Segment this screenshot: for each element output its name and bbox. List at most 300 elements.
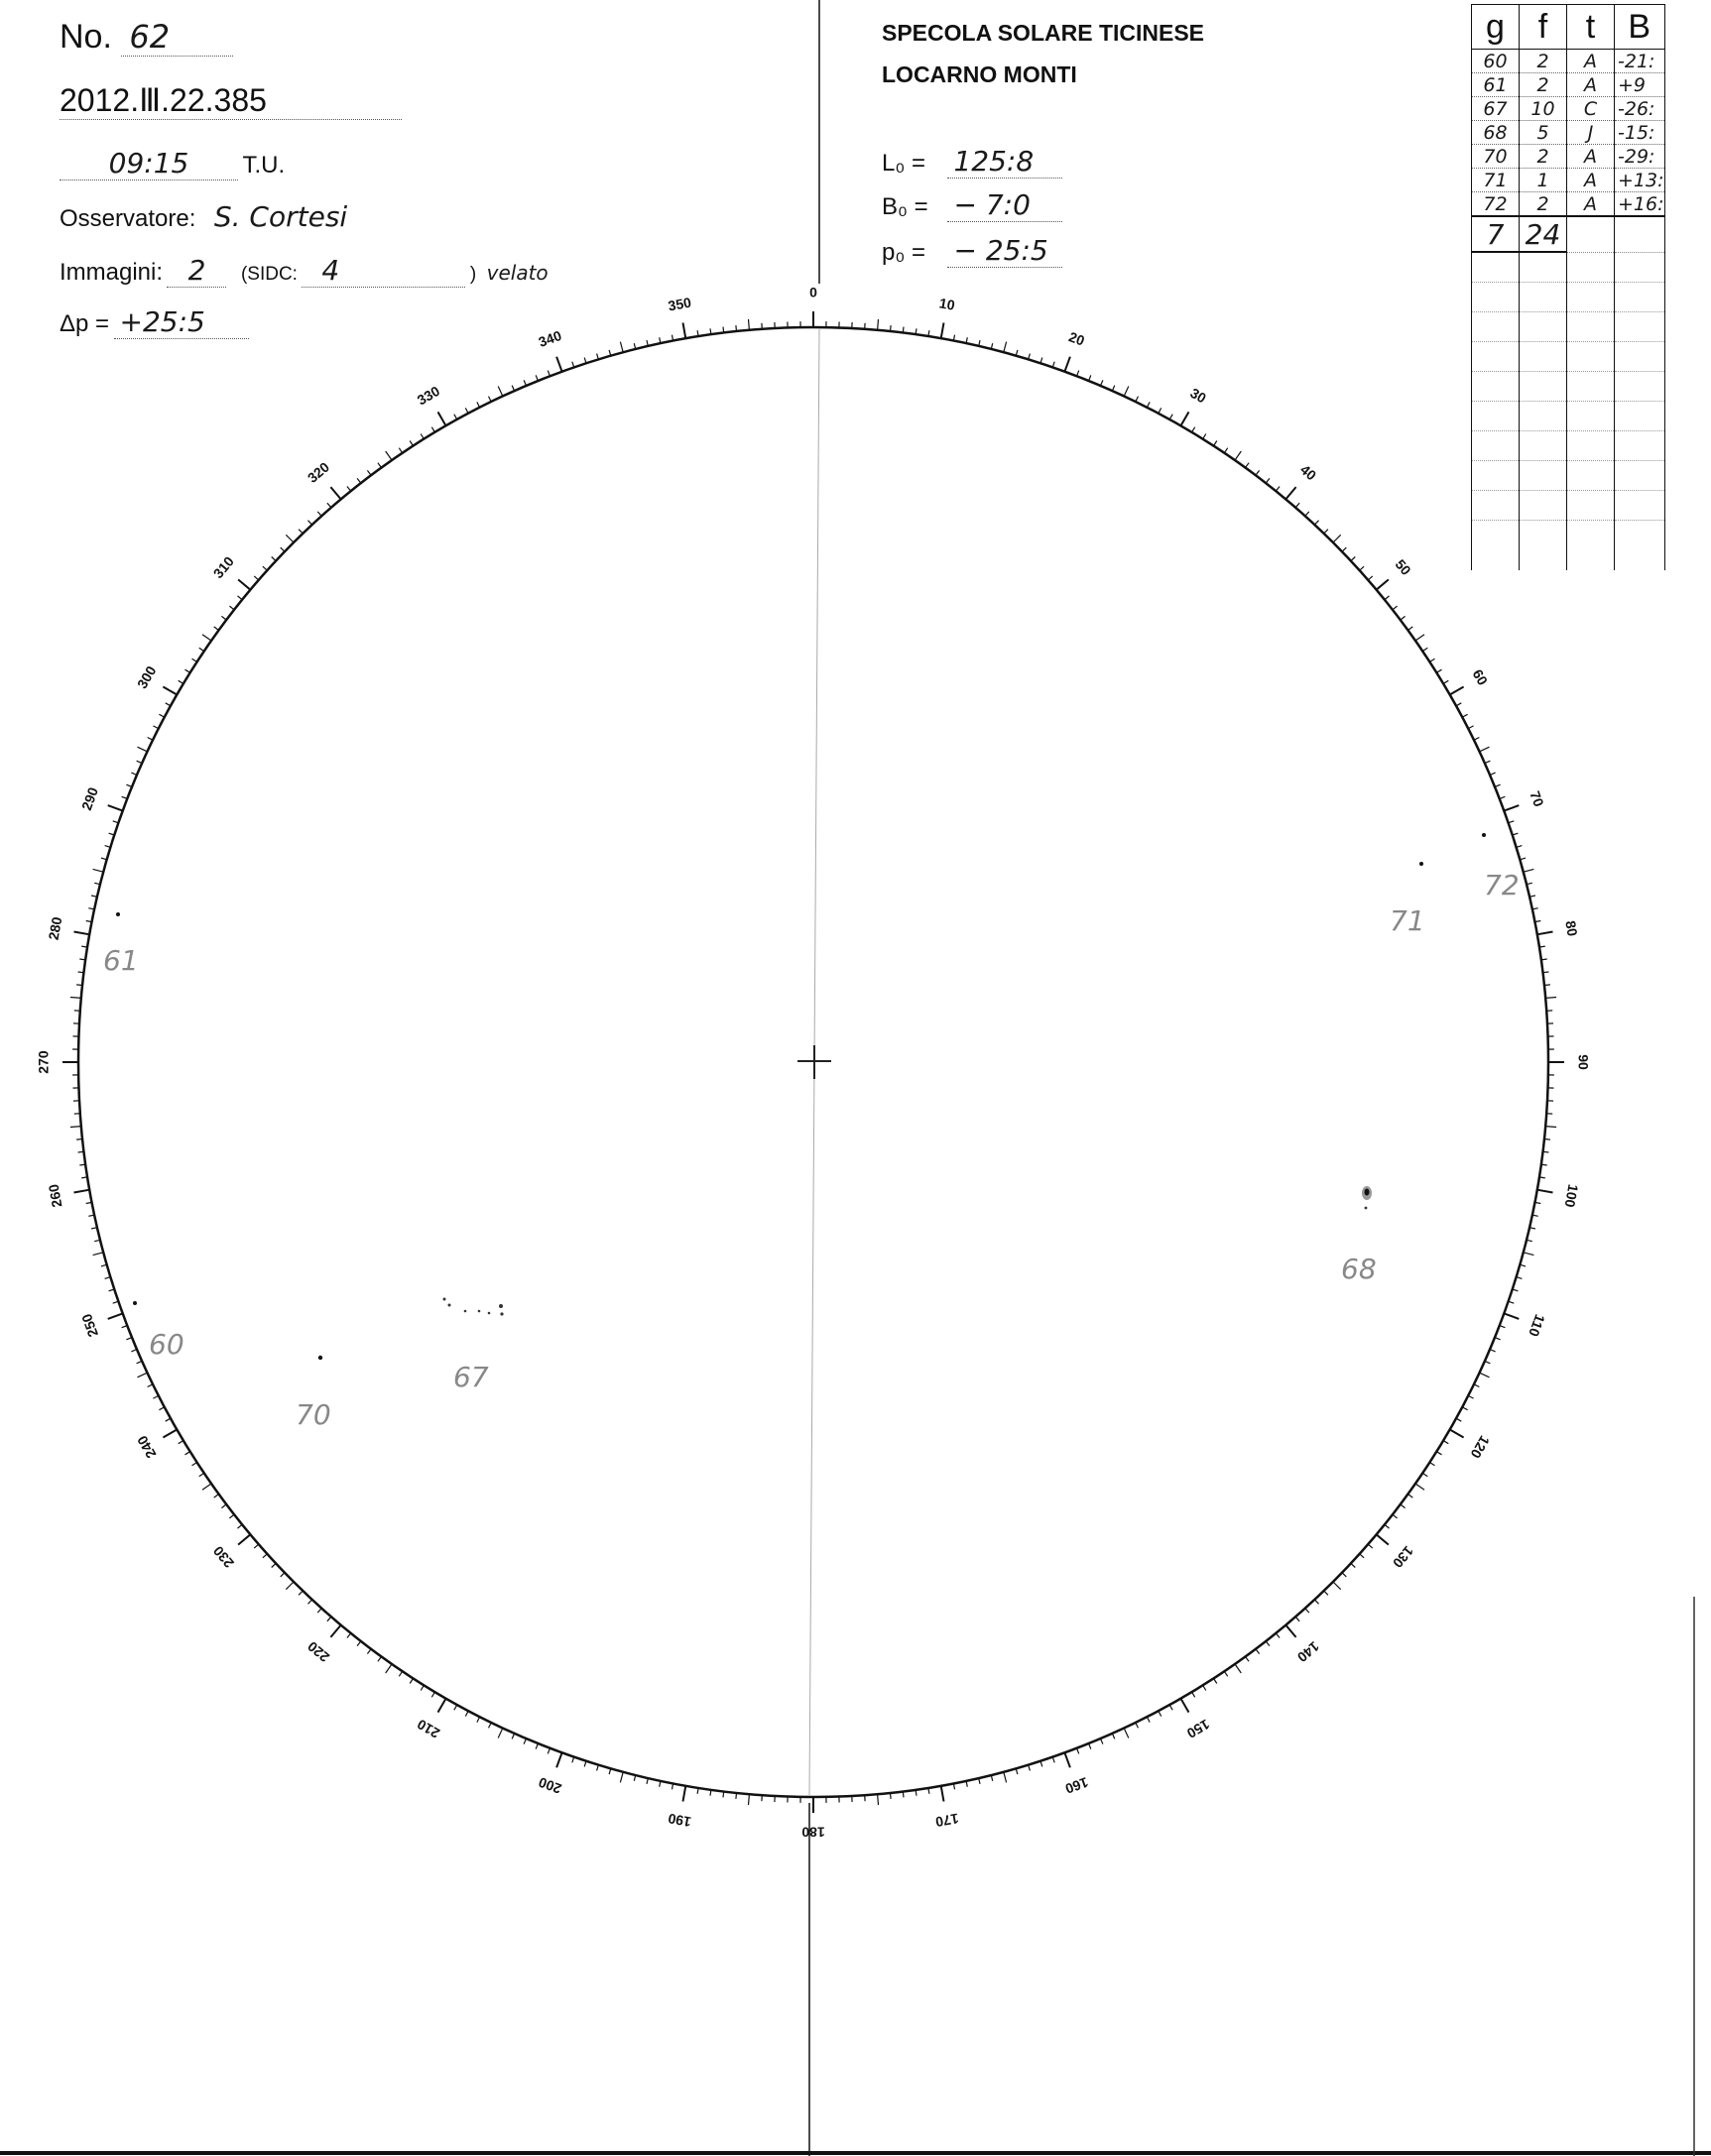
degree-tick [1333,535,1341,542]
degree-tick [1537,1190,1553,1193]
degree-label: 180 [801,1824,825,1841]
degree-tick [1468,726,1473,729]
spot-label-68: 68 [1341,1253,1377,1285]
degree-tick [736,325,737,331]
degree-tick [1285,487,1295,499]
degree-tick [1214,441,1217,446]
degree-tick [1235,1664,1241,1673]
degree-tick [185,669,190,672]
degree-tick [1285,1625,1295,1637]
L0-label: L₀ = [882,150,925,177]
degree-tick [1415,1484,1424,1490]
table-cell: 2 [1520,73,1567,97]
degree-label: 20 [1066,328,1087,349]
degree-tick [431,427,434,432]
degree-tick [410,441,413,446]
degree-tick [148,738,153,741]
degree-tick [148,1384,153,1387]
degree-tick [138,1373,148,1377]
degree-tick [1474,738,1479,741]
degree-tick [1159,1711,1161,1716]
degree-tick [357,1641,361,1646]
spot-72 [1482,833,1486,837]
degree-tick [202,635,211,641]
degree-tick [70,1127,81,1128]
table-cell: A [1567,169,1615,192]
degree-tick [1124,387,1129,397]
degree-tick [1159,408,1161,413]
degree-tick [1544,1139,1550,1140]
degree-tick [1169,415,1172,419]
degree-tick [723,1792,724,1798]
degree-tick [1276,487,1280,492]
degree-label: 150 [1184,1716,1213,1742]
degree-tick [410,1679,413,1684]
table-cell: A [1567,50,1615,73]
degree-tick [76,1139,82,1140]
degree-tick [878,319,879,330]
time-unit: T.U. [242,152,286,179]
observer-label: Osservatore: [60,205,196,232]
table-cell: +16: [1615,192,1665,217]
degree-tick [199,648,204,651]
degree-tick [1450,687,1464,695]
date-value: 2012.Ⅲ.22.385 [60,81,402,120]
degree-tick [1545,998,1556,999]
degree-tick [1214,1679,1217,1684]
table-cell: 70 [1472,145,1520,169]
degree-tick [903,1792,904,1798]
degree-tick [1064,1752,1070,1767]
table-cell: 10 [1520,97,1567,121]
degree-label: 260 [45,1182,65,1209]
degree-tick [281,1573,285,1577]
degree-tick [1543,972,1549,973]
degree-tick [272,557,276,561]
degree-tick [1422,648,1427,651]
degree-label: 280 [45,915,65,942]
table-cell: A [1567,145,1615,169]
spot-label-70: 70 [296,1398,331,1431]
degree-tick [254,576,259,580]
degree-label: 30 [1187,384,1209,407]
degree-tick [308,521,312,525]
degree-tick [1136,1723,1139,1728]
degree-tick [1450,1430,1464,1438]
degree-tick [327,503,331,508]
degree-tick [221,1504,226,1508]
sidc-close: ) [469,264,477,285]
B0-label: B₀ = [882,193,928,220]
degree-tick [1524,1253,1534,1256]
spot-group-68 [1362,1186,1372,1209]
degree-tick [1246,463,1250,468]
number-label: No. [60,18,112,56]
degree-tick [93,869,104,872]
degree-label: 340 [536,326,564,350]
degree-tick [327,1617,331,1621]
degree-tick [620,1772,623,1783]
degree-label: 200 [536,1774,564,1798]
degree-tick [281,547,285,551]
degree-label: 270 [35,1050,52,1074]
degree-tick [1430,659,1435,661]
sidc-label: (SIDC: [240,264,298,285]
degree-tick [378,1657,382,1662]
observatory-location: LOCARNO MONTI [882,61,1077,87]
degree-tick [1169,1705,1172,1710]
table-cell: C [1567,97,1615,121]
degree-tick [438,412,446,425]
delta-p-label: Δp = [60,310,110,337]
degree-tick [1524,869,1534,872]
degree-label: 0 [809,284,817,300]
degree-tick [357,478,361,483]
degree-tick [1401,1504,1405,1508]
degree-tick [1360,566,1364,570]
degree-label: 220 [304,1638,333,1666]
degree-tick [1333,1582,1341,1590]
spot-61 [116,912,120,916]
degree-tick [1004,1772,1007,1783]
table-cell: A [1567,73,1615,97]
degree-tick [78,972,84,973]
table-cell: 68 [1472,121,1520,145]
degree-tick [1401,616,1405,620]
degree-label: 230 [209,1542,237,1572]
degree-tick [1064,357,1070,372]
degree-tick [330,487,340,499]
sidc-value: 4 [302,254,465,288]
degree-tick [399,448,402,453]
degree-tick [299,1591,303,1595]
images-value: 2 [167,254,226,288]
degree-tick [166,703,171,706]
degree-tick [431,1692,434,1697]
table-cell: 2 [1520,145,1567,169]
degree-tick [74,932,90,935]
degree-tick [454,415,457,419]
degree-tick [454,1705,457,1710]
degree-tick [367,1649,371,1654]
degree-tick [163,687,177,695]
spot-label-72: 72 [1484,869,1520,901]
table-cell: 67 [1472,97,1520,121]
time-value: 09:15 [60,147,238,180]
table-header-2: t [1567,5,1615,50]
degree-tick [1462,714,1467,717]
degree-tick [1436,1452,1441,1455]
number-value: 62 [121,18,233,57]
degree-tick [229,606,234,610]
degree-tick [159,1407,164,1410]
B0-value: − 7:0 [947,188,1062,222]
table-cell: -26: [1615,97,1665,121]
degree-tick [192,659,197,661]
degree-label: 140 [1293,1638,1323,1666]
degree-label: 40 [1296,461,1320,484]
degree-tick [1443,680,1448,683]
degree-tick [1181,1699,1189,1713]
degree-tick [1480,747,1490,752]
degree-label: 330 [414,382,442,409]
degree-tick [1456,703,1461,706]
observer-value: S. Cortesi [213,200,348,233]
degree-tick [153,726,158,729]
degree-tick [1147,1717,1150,1722]
degree-tick [1504,805,1519,811]
table-cell: +9 [1615,73,1665,97]
degree-tick [386,1664,392,1673]
degree-tick [498,1729,503,1738]
degree-tick [438,1699,446,1713]
degree-tick [214,627,219,631]
degree-label: 110 [1526,1312,1548,1339]
L0-value: 125:8 [947,145,1062,179]
degree-tick [229,1514,234,1518]
table-cell: -21: [1615,50,1665,73]
degree-tick [1385,1524,1390,1528]
degree-tick [317,1609,321,1613]
degree-tick [76,985,82,986]
degree-tick [238,596,243,600]
degree-tick [1543,1151,1549,1152]
degree-tick [153,1395,158,1398]
degree-tick [179,680,183,683]
table-cell: A [1567,192,1615,217]
degree-tick [1235,451,1241,460]
degree-tick [749,1794,750,1805]
degree-tick [347,1633,351,1638]
degree-tick [941,1786,944,1802]
degree-tick [477,1717,480,1722]
degree-tick [1224,1671,1227,1676]
degree-tick [941,323,944,339]
degree-tick [1368,1544,1373,1548]
degree-tick [1377,579,1389,589]
degree-tick [421,434,424,439]
degree-tick [1276,1633,1280,1638]
degree-label: 60 [1469,666,1492,688]
degree-tick [254,1544,259,1548]
table-cell: -15: [1615,121,1665,145]
table-cell: 2 [1520,50,1567,73]
degree-tick [465,408,468,413]
degree-label: 50 [1392,555,1414,579]
images-label: Immagini: [60,259,164,286]
degree-tick [891,1793,892,1799]
degree-label: 290 [77,784,101,813]
degree-tick [1246,1657,1250,1662]
degree-label: 310 [209,552,237,582]
table-cell: 1 [1520,169,1567,192]
degree-tick [1295,1617,1299,1621]
degree-tick [477,402,480,407]
degree-tick [108,805,123,811]
spot-label-61: 61 [103,944,139,977]
table-total-cell: 7 [1472,216,1520,252]
degree-tick [556,357,562,372]
table-cell: 5 [1520,121,1567,145]
degree-label: 80 [1562,919,1581,938]
spot-label-71: 71 [1390,904,1425,937]
degree-tick [238,579,250,589]
p0-value: − 25:5 [947,234,1062,268]
degree-tick [399,1671,402,1676]
degree-tick [299,530,303,534]
degree-tick [1314,1600,1318,1604]
degree-tick [159,714,164,717]
degree-tick [308,1600,312,1604]
degree-tick [749,319,750,330]
degree-label: 130 [1390,1542,1417,1572]
degree-tick [1377,1534,1389,1544]
degree-label: 320 [304,458,333,486]
degree-tick [1393,1514,1398,1518]
degree-label: 90 [1575,1054,1592,1070]
degree-tick [1368,576,1373,580]
degree-tick [1360,1554,1364,1558]
degree-tick [1342,547,1346,551]
degree-label: 250 [77,1311,101,1340]
table-cell: 2 [1520,192,1567,217]
degree-tick [1537,932,1553,935]
degree-tick [1474,1384,1479,1387]
degree-tick [163,1430,177,1438]
degree-tick [1456,1418,1461,1421]
degree-tick [1415,635,1424,641]
degree-tick [70,998,81,999]
degree-tick [1124,1729,1129,1738]
degree-tick [214,1495,219,1498]
degree-tick [1147,402,1150,407]
degree-tick [238,1524,243,1528]
degree-tick [1192,1692,1195,1697]
degree-tick [1295,503,1299,508]
degree-tick [138,747,148,752]
degree-tick [1436,669,1441,672]
degree-tick [378,463,382,468]
spot-70 [318,1356,322,1360]
degree-tick [620,342,623,353]
degree-tick [498,387,503,397]
degree-tick [202,1484,211,1490]
degree-tick [421,1685,424,1690]
degree-tick [903,327,904,333]
degree-tick [263,1554,267,1558]
degree-tick [1422,1473,1427,1476]
observatory-name: SPECOLA SOLARE TICINESE [882,20,1205,46]
degree-tick [166,1418,171,1421]
table-total-cell: 24 [1520,216,1567,252]
table-cell: 61 [1472,73,1520,97]
degree-label: 100 [1561,1182,1582,1209]
degree-tick [1181,412,1189,425]
degree-label: 300 [133,662,160,691]
degree-tick [1393,606,1398,610]
degree-tick [683,323,686,339]
degree-label: 10 [937,295,956,313]
degree-tick [1224,448,1227,453]
degree-tick [1385,596,1390,600]
degree-tick [192,1463,197,1466]
degree-tick [286,1582,294,1590]
degree-tick [347,487,351,492]
table-cell: 60 [1472,50,1520,73]
spot-71 [1419,862,1423,866]
degree-tick [683,1786,686,1802]
degree-tick [1314,521,1318,525]
degree-tick [1305,1609,1309,1613]
degree-label: 160 [1062,1774,1091,1798]
degree-tick [556,1752,562,1767]
table-cell: 72 [1472,192,1520,217]
degree-tick [1266,478,1270,483]
degree-tick [221,616,226,620]
p0-label: p₀ = [882,239,925,266]
degree-label: 70 [1527,788,1547,809]
spot-group-67 [443,1298,504,1316]
degree-tick [108,1313,123,1319]
degree-tick [1504,1313,1519,1319]
degree-tick [317,512,321,516]
degree-tick [1203,1685,1206,1690]
degree-tick [1468,1395,1473,1398]
degree-tick [199,1473,204,1476]
table-header-3: B [1615,5,1665,50]
degree-tick [93,1253,104,1256]
degree-tick [1256,1649,1260,1654]
degree-tick [1256,470,1260,475]
table-cell: -29: [1615,145,1665,169]
degree-tick [1408,627,1413,631]
degree-tick [1351,1563,1355,1567]
degree-tick [1203,434,1206,439]
degree-tick [723,327,724,333]
degree-tick [489,1723,492,1728]
degree-tick [1324,1591,1328,1595]
degree-tick [330,1625,340,1637]
degree-tick [465,1711,468,1716]
degree-tick [1136,397,1139,402]
table-header-0: g [1472,5,1520,50]
degree-tick [78,1151,84,1152]
degree-tick [1544,985,1550,986]
degree-label: 240 [133,1433,160,1462]
degree-label: 210 [414,1716,442,1742]
degree-tick [272,1563,276,1567]
degree-tick [1305,512,1309,516]
degree-tick [1430,1463,1435,1466]
degree-tick [1351,557,1355,561]
degree-tick [386,451,392,460]
table-cell: 71 [1472,169,1520,192]
degree-tick [1408,1495,1413,1498]
degree-tick [489,397,492,402]
delta-p-value: +25:5 [114,305,249,339]
degree-tick [1480,1373,1490,1377]
degree-tick [1192,427,1195,432]
degree-tick [74,1190,90,1193]
degree-tick [1266,1641,1270,1646]
degree-tick [238,1534,250,1544]
degree-tick [878,1794,879,1805]
degree-tick [367,470,371,475]
degree-tick [179,1441,183,1444]
degree-tick [1342,1573,1346,1577]
degree-tick [736,1793,737,1799]
degree-tick [1004,342,1007,353]
